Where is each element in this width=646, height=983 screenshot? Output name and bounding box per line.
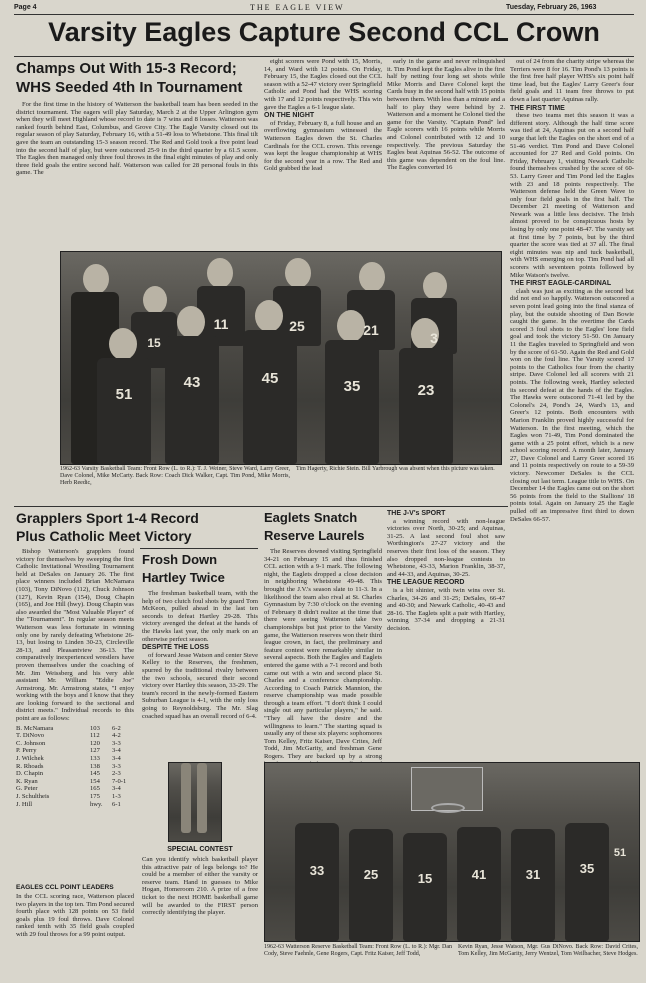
- lead-body: For the first time in the history of Watterson the basketball team has been seeded in the district tournament. The eagers will play Saturday, March 2 at the Upper Arlington gym when they will meet Highland whose record to date is 7 wins and 8 losses. Watterson was ranked fourth behind East, Columbus, and Grove City. The Eagle Varsity closed out its regular season of play Saturday, February 16, with a 51-49 loss to Whetstone. This final tilt gave the team an outstanding 15-3 season record. The Red and Gold took a five point lead into the second half of play, but were outscored 25-9 in the third quarter by a 61.5 score. The Eagles then managed only three foul throws in the final eight minutes of play and only three field goals the entire second half. Watterson was called for 28 personal fouls in this game. The: [16, 101, 258, 177]
- jersey-number: 41: [471, 867, 487, 882]
- record-result: 6-2: [112, 724, 121, 732]
- varsity-caption-2: Tim Hagerty, Richie Stein. Bill Yarbrough was absent when this picture was taken.: [296, 466, 495, 472]
- reserve-caption: 1962-63 Watterson Reserve Basketball Team: Front Row (L. to R.): Mgr. Dan Cody, Steve Faehnle, Gene Rogers, Capt. Fritz Kaiser, Jeff Todd,: [264, 944, 452, 957]
- jersey-number: 51: [115, 386, 133, 403]
- reserve-subhead: THE J-V's SPORT: [387, 510, 446, 517]
- record-name: J. Hill: [16, 800, 33, 808]
- player-head: [143, 286, 167, 314]
- player-figure: [295, 823, 339, 941]
- reserve-text-3: is a bit shinier, with twin wins over St. Charles, 34-26 and 31-25; DeSales, 66-47 and 40-30; and Newark Catholic, 40-43 and 28-16. The Eaglets split a pair with Hartley, winning 37-34 and dropping a 21-31 decision.: [387, 586, 505, 632]
- contest-body: Can you identify which basketball player this attractive pair of legs belongs to? He could be a member of either the varsity or reserve team. Hand in guesses to Mike Hogan, Homeroom 210. A prize of a free ticket to the next HOME basketball game will be awarded to the FIRST person correctly identifying the player.: [142, 856, 258, 917]
- banner-rule: [14, 56, 634, 57]
- player-figure: [325, 340, 379, 464]
- record-weight: 120: [90, 739, 100, 747]
- lead-col4c-text: clash was just as exciting as the second but did not end so happily. Watterson outscored a seven point lead going into the final stanza of play, but the outside shooting of Dan Bowie caught the game. In the overtime the Cards scored 3 foul shots to the Eagles' lone field goal and took the victory 51-50. On January 11 the Eagles traveled to Springfield and won by the score of 61-50. Again the Red and Gold won on the foul line. The Varsity scored 17 points to the Catholics four from the charity stripe. Dave Colonel led all scorers with 21 points. The following week, Hartley selected its second defeat at the hands of the Eagles. The Hawks were outscored 71-41 led by the Colonel's 24, Pond's 24, Ward's 13, and Greer's 12 points. Both encounters with Marion Franklin proved highly successful for Watterson. In the first meeting, which the Eagles won 71-49, Tim Pond dominated the game with a 25 point effort, which is a new school scoring record. A month later, January 27, Dave Colonel and Larry Greer scored 16 and 11 points respectively on route to a 59-39 victory. Newcomer DeSales is the CCL closing out last term. League title to WHS. On December 14 the Eagles came out on the short 56 points from the field to the Stallions' 18 points total. Again on January 25 the Eagle pulled off an impressive first third to down DeSales 66-57.: [510, 287, 634, 523]
- record-result: 4-2: [112, 732, 121, 740]
- reserve-caption-2: Kevin Ryan, Jesse Watson, Mgr. Gus DiNovo. Back Row: David Crites, Tom Kelley, Jim McGarity, Jerry Wentzel, Tom Weilbacher, Steve Hodges.: [458, 944, 638, 957]
- record-result: 3-4: [112, 755, 121, 763]
- grapplers-headline-2: Plus Catholic Meet Victory: [16, 528, 192, 544]
- record-row: [16, 801, 134, 809]
- point-leaders-subhead: EAGLES CCL POINT LEADERS: [16, 884, 114, 891]
- record-name: B. McNamara: [16, 724, 54, 732]
- leg-right: [197, 763, 207, 833]
- player-figure: [403, 833, 447, 941]
- grapplers-body: [16, 548, 134, 880]
- record-result: 1-3: [112, 793, 121, 800]
- jersey-number: 15: [417, 871, 433, 886]
- record-weight: 175: [90, 793, 100, 800]
- record-name: C. Johnson: [16, 739, 46, 747]
- contest-title: SPECIAL CONTEST: [167, 846, 233, 853]
- record-row: [16, 793, 134, 801]
- record-weight: 138: [90, 762, 100, 770]
- leg-left: [181, 763, 191, 833]
- lead-column-4: [510, 58, 634, 848]
- record-name: J. Wilchek: [16, 755, 44, 763]
- record-weight: 127: [90, 747, 100, 755]
- record-row: [16, 755, 134, 763]
- record-name: P. Perry: [16, 747, 37, 755]
- record-result: 3-3: [112, 739, 121, 747]
- jersey-number: 21: [363, 322, 379, 338]
- jersey-number: 51: [613, 847, 627, 859]
- record-row: [16, 747, 134, 755]
- lead-headline-2: WHS Seeded 4th In Tournament: [16, 79, 243, 96]
- frosh-text: The freshman basketball team, with the help of two clutch foul shots by guard Tom McKeon, pulled ahead in the last ten seconds to defeat Hartley 29-28. This victory avenged the defeat at the hands of the Hawks last year, the only mark on an otherwise perfect season.: [142, 590, 258, 643]
- record-row: [16, 770, 134, 778]
- player-head: [207, 258, 233, 288]
- record-row: [16, 725, 134, 733]
- record-weight: 145: [90, 770, 100, 778]
- header-rule: [14, 14, 634, 15]
- frosh-headline-1: Frosh Down: [142, 552, 218, 567]
- jersey-number: 11: [213, 316, 229, 332]
- reserve-team-photo: [264, 762, 640, 942]
- wrestling-records: [16, 725, 134, 809]
- varsity-team-photo: [60, 251, 502, 465]
- record-result: 3-4: [112, 747, 121, 755]
- record-row: [16, 740, 134, 748]
- page-number: Page 4: [14, 4, 37, 11]
- paper-name: THE EAGLE VIEW: [250, 3, 345, 12]
- record-result: 3-3: [112, 762, 121, 770]
- banner-headline: Varsity Eagles Capture Second CCL Crown: [48, 17, 600, 47]
- lead-col4b-text: these two teams met this season it was a different story. Although the half time score was tied at 24, Aquinas put on a second half surge that left the Eagles on the short end of a 51-46 verdict. Tim Pond and Dave Colonel accounted for 27 Red and Gold points. On Friday, February 1, visiting Newark Catholic found themselves crushed by the score of 60-53. Larry Greer and Tim Pond led the Eagles with 23 and 18 points respectively. The Watterson defense held the Green Wave to only four field goals in the first half. The December 21 meeting of Watterson and Newark was a little less decisive. The Irish almost proved to be conspicuous hosts by losing by only one point 48-47. The varsity set at first time by 7 points, but by the third quarter the score was tied at 37 all. The final eight minutes was nip and tuck basketball, with WHS emerging on top. Tim Pond had all scorers with seventeen points followed by Mike Watson's twelve.: [510, 112, 634, 279]
- jersey-number: 3: [430, 330, 438, 346]
- record-row: [16, 763, 134, 771]
- reserve-column-1: [264, 548, 382, 761]
- player-head: [423, 272, 447, 300]
- record-weight: 165: [90, 785, 100, 793]
- record-weight: 133: [90, 755, 100, 763]
- lead-column-2: [264, 58, 382, 251]
- reserve-text: The Reserves downed visiting Springfield 34-21 on February 15 and thus finished CCL action with a 9-1 mark. The following night, the Eaglets dropped a close decision in neighboring Whetstone 49-48. This brought the J.V.'s season slate to 11-3. In a likelihood the team also rival at St. Charles Gymnasium by 7:30 o'clock on the evening of February 8 didn't realize at the time that there were seeing Watterson take two championships but just prior to the Varsity game, the Watterson reserves won their third league crown, in fact, the preliminary and feature contest were remarkably similar in several aspects. Both the Eagles and Eaglets entered the game with a 7-1 record and both came out with a win and second place St. Charles and a conference championship. According to Coach Patrick Mannion, the reserve championship was made possible through a team effort. "I don't think I could single out any particular players," he said. "They all have the desire and the willingness to learn." The starting squad is usually any of these six players: sophomores Tom Kelley, Fritz Kaiser, Dave Crites, Jeff Todd, Jim McGarity, and freshman Gene Rogers. They are backed up by a strong: [264, 548, 382, 761]
- record-weight: 103: [90, 724, 100, 732]
- lead-col4-text: out of 24 from the charity stripe whereas the Terriers were 8 for 16. Tim Pond's 13 points is the first free half player WHS's six point half time lead, but the Eagles' Larry Greer's four field goals and 11 team free throws to put down a last quarter Aquinas rally.: [510, 58, 634, 103]
- lead-headline-1: Champs Out With 15-3 Record;: [16, 60, 237, 77]
- jersey-number: 25: [363, 867, 379, 882]
- frosh-box-rule: [140, 548, 258, 549]
- record-row: [16, 785, 134, 793]
- legs-contest-photo: [168, 762, 222, 842]
- player-figure: [511, 829, 555, 941]
- record-result: 6-1: [112, 800, 121, 808]
- lead-col2-text: eight scorers were Pond with 15, Morris, 14, and Ward with 12 points. On Friday, February 15, the Eagles closed out the CCL season with a 52-47 victory over Springfield Catholic and Pond had the WHS scoring with 17 and 12 points respectively. This win gave the Eagles a 6-1 league slate.: [264, 58, 382, 111]
- record-name: K. Ryan: [16, 777, 38, 785]
- player-figure: [97, 358, 151, 464]
- record-weight: 154: [90, 777, 100, 785]
- player-figure: [165, 336, 219, 464]
- reserve-subhead-2: THE LEAGUE RECORD: [387, 579, 465, 587]
- player-head: [359, 262, 385, 292]
- reserve-headline-2: Reserve Laurels: [264, 528, 365, 543]
- record-row: [16, 732, 134, 740]
- record-result: 2-3: [112, 770, 121, 778]
- frosh-subhead: DESPITE THE LOSS: [142, 644, 209, 652]
- grapplers-headline-1: Grapplers Sport 1-4 Record: [16, 510, 199, 526]
- lead-col2b-text: of Friday, February 8, a full house and an overflowing gymnasium witnessed the Watterson Eagles down the St. Charles Cardinals for the CCL crown. This revenge was kept the league championship at WHS for the second year in a row. The Red and Gold grabbed the lead: [264, 119, 382, 173]
- varsity-caption: 1962-63 Varsity Basketball Team: Front Row (L. to R.): T. J. Weiner, Steve Ward, Larry Greer, Dave Colonel, Mike McCarty. Back Row: Coach Dick Walker, Capt. Tim Pond, Mike Morris, Herb Reedic,: [60, 466, 290, 486]
- jersey-number: 43: [183, 374, 201, 391]
- lead-col3-text: early in the game and never relinquished it. Tim Pond kept the Eagles alive in the first half by netting four long set shots while Mike Morris and Dave Colonel kept the Cards busy in the second half with 15 points between them. With less than a minute and a half to play they were behind by 2. Watterson and a moment he Colonel tied the game for the Varsity. "Captain Pond" led Eagle scorers with 16 points while Morris and Colonel contributed with 12 and 10 respectively. The previous Saturday the Eagles beat Aquinas 56-52. The outcome of this game was dependent on the foul line. The Eagles converted 16: [387, 58, 505, 172]
- player-figure: [457, 827, 501, 941]
- jersey-number: 33: [309, 863, 325, 878]
- lead-column-3: [387, 58, 505, 251]
- lead-column-1: [16, 101, 258, 251]
- frosh-text-2: of forward Jesse Watson and center Steve Kelley to the Reserves, the freshmen, spurred by the traditional rivalry between the two schools, secured their second victory over Hartley this season, 33-29. The team's record in the newly-formed Eastern Suburban League is 4-1, with the only loss going to Reynoldsburg. The Mr. Slag coached squad has an overall record of 6-4.: [142, 651, 258, 720]
- hoop: [431, 803, 465, 813]
- record-name: T. DiNovo: [16, 732, 45, 740]
- lead-col4-subhead: THE FIRST TIME: [510, 104, 565, 112]
- record-row: [16, 778, 134, 786]
- point-leaders-body: In the CCL scoring race, Watterson placed two players in the top ten. Tim Pond secured fourth place with 128 points on 53 field goals plus 19 foul throws. Dave Colonel ranked tenth with 35 field goals coupled with 29 foul throws for a 99 point output.: [16, 893, 134, 938]
- lead-col4-subhead-2: THE FIRST EAGLE-CARDINAL: [510, 280, 612, 288]
- player-figure: [243, 330, 297, 464]
- record-weight: hwy.: [90, 800, 103, 808]
- reserve-text-2: a winning record with non-league victories over North, 30-25; and Aquinas, 31-25. A last second foul shot saw Worthington's 27-27 victory and the reserves their first loss of the season. They also dropped non-league contests to Whetstone, 43-33, Marion Franklin, 38-37, and 44-33, and Aquinas, 30-25.: [387, 517, 505, 578]
- section-rule: [14, 506, 508, 507]
- player-head: [285, 258, 311, 288]
- jersey-number: 15: [147, 336, 161, 350]
- reserve-column-2: [387, 510, 505, 758]
- grapplers-text: Bishop Watterson's grapplers found victory for themselves by sweeping the first Catholic Invitational Wrestling Tournament held at DeSales on January 26. The first place winners included Brian McNamara (103), Tony DiNovo (112), Chuck Johnson (127), Kevin Ryan (154), Doug Chapin (165), and Joe Hill (hwy). Doug Chapin was also awarded the "Most Valuable Player" of the "Tournament". In regular season meets Watterson was less fortunate in winning only one by rarely defeating Whetstone 26-13, but losing to Linden 30-23, Circleville 28-13, and Pleasantview 36-13. The comparatively inexperienced wrestlers have proven themselves under the coaching of Mr. Jim Weissberg and his very able assistant Mr. William "Eddie Joe" Armstrong. Mr. Armstrong states, "I enjoy working with the boys and I know that they are looking forward to the sectional and district meets." Individual records to this point are as follows:: [16, 548, 134, 723]
- record-name: R. Rhoads: [16, 762, 44, 770]
- record-name: J. Schultheis: [16, 793, 50, 800]
- player-head: [83, 264, 109, 294]
- record-name: D. Chapin: [16, 770, 44, 778]
- jersey-number: 35: [343, 378, 361, 395]
- issue-date: Tuesday, February 26, 1963: [506, 4, 597, 11]
- jersey-number: 31: [525, 867, 541, 882]
- jersey-number: 23: [417, 382, 435, 399]
- jersey-number: 35: [579, 861, 595, 876]
- record-result: 7-0-1: [112, 777, 127, 785]
- jersey-number: 25: [289, 318, 305, 334]
- player-figure: [565, 823, 609, 941]
- lead-col2-subhead: ON THE NIGHT: [264, 112, 315, 120]
- reserve-headline-1: Eaglets Snatch: [264, 510, 358, 525]
- record-weight: 112: [90, 732, 100, 740]
- record-name: G. Peter: [16, 785, 38, 793]
- player-figure: [349, 829, 393, 941]
- player-figure: [399, 348, 453, 464]
- jersey-number: 45: [261, 370, 279, 387]
- frosh-headline-2: Hartley Twice: [142, 570, 225, 585]
- record-result: 3-4: [112, 785, 121, 793]
